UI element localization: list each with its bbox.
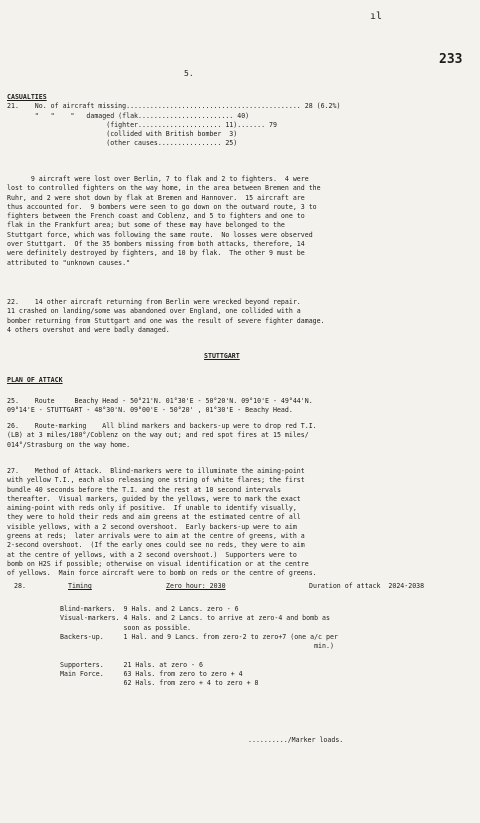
zero-hour: Zero hour: 2030 bbox=[166, 582, 226, 590]
text-line: were definitely destroyed by fighters, and 10 by flak. The other 9 must be bbox=[7, 249, 305, 258]
text-line: fighters between the French coast and Coblenz, and 5 to fighters and one to bbox=[7, 212, 305, 221]
text-line: 22. 14 other aircraft returning from Berlin were wrecked beyond repair. bbox=[7, 298, 301, 306]
timing-row bbox=[60, 651, 474, 660]
text-line: bundle 40 seconds before the T.I. and the rest at 10 second intervals bbox=[7, 485, 281, 494]
timing-row: soon as possible. bbox=[60, 623, 192, 632]
text-line: lost to controlled fighters on the way home, in the area between Bremen and the bbox=[7, 184, 321, 193]
text-line: over Stuttgart. Of the 35 bombers missing from both attacks, therefore, 14 bbox=[7, 240, 305, 249]
timing-label: Timing bbox=[68, 582, 92, 590]
paragraph-26-route-marking bbox=[7, 422, 473, 450]
page-mark: ıl bbox=[370, 11, 383, 22]
text-line: at the centre of yellows, with a 2 second overshoot.) Supporters were to bbox=[7, 550, 297, 559]
timing-row: Visual-markers. 4 Hals. and 2 Lancs. to arrive at zero-4 and bomb as bbox=[60, 614, 330, 623]
text-line: bomber returning from Stuttgart and one was the result of severe fighter damage. bbox=[7, 316, 325, 325]
plan-heading: PLAN OF ATTACK bbox=[7, 376, 63, 384]
text-line: 2-second overshoot. (If the early ones could see no reds, they were to aim bbox=[7, 541, 305, 550]
text-line: thereafter. Visual markers, guided by the yellows, were to mark the exact bbox=[7, 494, 301, 503]
text-line: thus accounted for. 9 bombers were seen to go down on the outward route, 3 to bbox=[7, 202, 317, 211]
text-line: 11 crashed on landing/some was abandoned over England, one collided with a bbox=[7, 307, 301, 316]
paragraph-25-route bbox=[7, 397, 473, 416]
text-line: they were to hold their reds and aim greens at the estimated centre of all bbox=[7, 513, 301, 522]
text-line: 25. Route Beachy Head - 50°21'N. 01°30'E - 50°20'N. 09°10'E - 49°44'N. bbox=[7, 397, 313, 405]
timing-row: Blind-markers. 9 Hals. and 2 Lancs. zero - 6 bbox=[60, 605, 239, 613]
text-line: 26. Route-marking All blind markers and backers-up were to drop red T.I. bbox=[7, 422, 317, 430]
casualties-heading: CASUALTIES bbox=[7, 93, 47, 101]
text-line: with yellow T.I., each also releasing one string of white flares; the first bbox=[7, 476, 305, 485]
paragraph-22 bbox=[7, 298, 473, 335]
p21-damaged-line: (fighter..................... 11)....... 79 bbox=[7, 120, 277, 129]
paragraph-27-method bbox=[7, 467, 473, 579]
paragraph-losses bbox=[7, 175, 473, 268]
timing-row: Supporters. 21 Hals. at zero - 6 bbox=[60, 660, 203, 669]
text-line: 9 aircraft were lost over Berlin, 7 to flak and 2 to fighters. 4 were bbox=[7, 175, 309, 183]
text-line: Stuttgart force, which was following the same route. No losses were observed bbox=[7, 230, 313, 239]
text-line: 014°/Strasburg on the way home. bbox=[7, 440, 131, 449]
text-line: attributed to "unknown causes." bbox=[7, 258, 131, 267]
p21-damaged-line: " " " damaged (flak........................ 40) bbox=[7, 111, 250, 120]
timing-table bbox=[60, 605, 474, 689]
stuttgart-heading: STUTTGART bbox=[204, 352, 240, 360]
casualties-section bbox=[7, 93, 473, 149]
text-line: bomb on H2S if possible; otherwise on visual identification or at the centre bbox=[7, 559, 309, 568]
p21-damaged-line: (collided with British bomber 3) bbox=[7, 130, 238, 139]
text-line: 09°14'E - STUTTGART - 48°30'N. 09°00'E - 50°20' , 01°30'E - Beachy Head. bbox=[7, 406, 293, 415]
p21-missing: 21. No. of aircraft missing............................................ 28 (6.2%) bbox=[7, 102, 341, 111]
marker-loads: ........../Marker loads. bbox=[248, 736, 344, 744]
text-line: flak in the Frankfurt area; but some of these may have belonged to the bbox=[7, 221, 285, 230]
timing-row: min.) bbox=[60, 642, 334, 651]
text-line: of yellows. Main force aircraft were to bomb on reds or the centre of greens. bbox=[7, 569, 317, 578]
text-line: (LB) at 3 miles/180°/Coblenz on the way out; and red spot fires at 15 miles/ bbox=[7, 431, 309, 440]
text-line: greens at reds; later arrivals were to aim at the centre of greens, with a bbox=[7, 532, 305, 541]
text-line: 27. Method of Attack. Blind-markers were to illuminate the aiming-point bbox=[7, 467, 305, 475]
p21-damaged-line: (other causes................ 25) bbox=[7, 139, 238, 148]
text-line: visible yellows, with a 2 second overshoot. Early backers-up were to aim bbox=[7, 522, 297, 531]
timing-row: Main Force. 63 Hals. from zero to zero + 4 bbox=[60, 670, 243, 679]
text-line: 4 others overshot and were badly damaged. bbox=[7, 325, 170, 334]
plan-section bbox=[7, 376, 473, 385]
p28-number: 28. bbox=[14, 582, 26, 590]
text-line: aiming-point with reds only if positive. If unable to identify visually, bbox=[7, 504, 297, 513]
text-line: Ruhr, and 2 were shot down by flak at Bremen and Hannover. 15 aircraft are bbox=[7, 193, 305, 202]
section-number: 5. bbox=[184, 69, 194, 78]
timing-row: 62 Hals. from zero + 4 to zero + 8 bbox=[60, 679, 259, 688]
timing-row: Backers-up. 1 Hal. and 9 Lancs. from zero-2 to zero+7 (one a/c per bbox=[60, 632, 338, 641]
attack-duration: Duration of attack 2024-2038 bbox=[309, 582, 425, 590]
page-number: 233 bbox=[439, 52, 463, 67]
